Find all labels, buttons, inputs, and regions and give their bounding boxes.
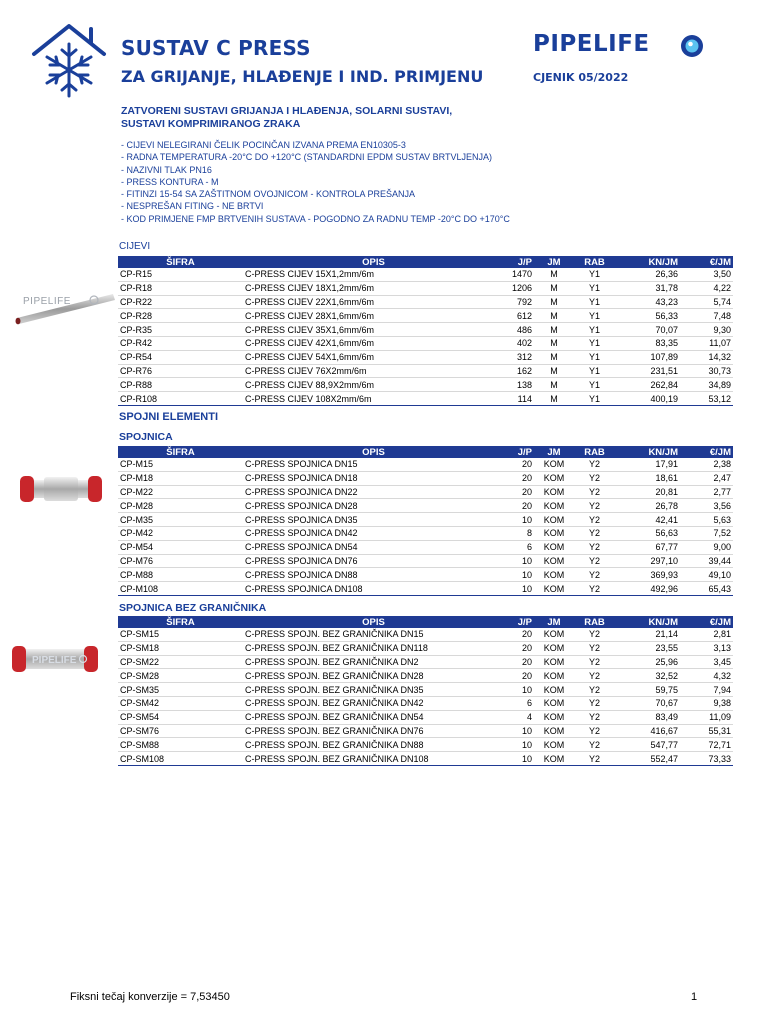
- section-heading-spojnica: SPOJNICA: [119, 431, 173, 443]
- column-header: RAB: [574, 256, 615, 268]
- column-header: KN/JM: [615, 446, 680, 458]
- page-number: 1: [691, 991, 698, 1003]
- discount-cell: Y2: [574, 669, 615, 683]
- heating-cooling-icon: [30, 20, 108, 100]
- discount-cell: Y2: [574, 554, 615, 568]
- discount-cell: Y1: [574, 364, 615, 378]
- table-row: [118, 336, 733, 350]
- description-cell: C-PRESS SPOJNICA DN35: [243, 513, 504, 527]
- table-row: [118, 268, 733, 281]
- discount-cell: Y1: [574, 295, 615, 309]
- discount-cell: Y2: [574, 738, 615, 752]
- coupling-brand-label: PIPELIFE: [32, 655, 77, 666]
- description-cell: C-PRESS SPOJN. BEZ GRANIČNIKA DN54: [243, 710, 504, 724]
- table-row: [118, 364, 733, 378]
- code-cell: CP-SM22: [118, 655, 243, 669]
- discount-cell: Y2: [574, 683, 615, 697]
- pack-qty-cell: 20: [504, 641, 534, 655]
- coupling-product-image: [18, 472, 104, 506]
- table-row: [118, 738, 733, 752]
- unit-cell: KOM: [534, 724, 574, 738]
- price-eur-cell: 11,07: [680, 336, 733, 350]
- feature-item: - KOD PRIMJENE FMP BRTVENIH SUSTAVA - POGODNO ZA RADNU TEMP -20°C DO +170°C: [121, 213, 510, 224]
- pack-qty-cell: 10: [504, 738, 534, 752]
- pipe-brand-label: PIPELIFE: [23, 296, 71, 307]
- table-header-row: [118, 446, 733, 458]
- column-header: €/JM: [680, 616, 733, 628]
- price-kn-cell: 21,14: [615, 628, 680, 641]
- discount-cell: Y2: [574, 499, 615, 513]
- price-list-date: CJENIK 05/2022: [533, 71, 629, 84]
- column-header: ŠIFRA: [118, 446, 243, 458]
- column-header: KN/JM: [615, 616, 680, 628]
- unit-cell: KOM: [534, 738, 574, 752]
- pack-qty-cell: 10: [504, 513, 534, 527]
- code-cell: CP-SM35: [118, 683, 243, 697]
- table-row: [118, 628, 733, 641]
- price-eur-cell: 73,33: [680, 752, 733, 766]
- code-cell: CP-M108: [118, 582, 243, 596]
- pack-qty-cell: 6: [504, 540, 534, 554]
- table-row: [118, 641, 733, 655]
- price-kn-cell: 262,84: [615, 378, 680, 392]
- pack-qty-cell: 20: [504, 485, 534, 499]
- unit-cell: KOM: [534, 540, 574, 554]
- intro-text: ZATVORENI SUSTAVI GRIJANJA I HLAĐENJA, SOLARNI SUSTAVI, SUSTAVI KOMPRIMIRANOG ZRAKA: [121, 105, 453, 130]
- code-cell: CP-SM42: [118, 696, 243, 710]
- description-cell: C-PRESS SPOJNICA DN108: [243, 582, 504, 596]
- description-cell: C-PRESS SPOJN. BEZ GRANIČNIKA DN76: [243, 724, 504, 738]
- code-cell: CP-M42: [118, 526, 243, 540]
- code-cell: CP-M15: [118, 458, 243, 471]
- section-heading-cijevi: CIJEVI: [119, 241, 151, 252]
- pack-qty-cell: 10: [504, 724, 534, 738]
- table-row: [118, 526, 733, 540]
- description-cell: C-PRESS SPOJNICA DN18: [243, 471, 504, 485]
- code-cell: CP-M28: [118, 499, 243, 513]
- price-eur-cell: 2,81: [680, 628, 733, 641]
- table-row: [118, 568, 733, 582]
- column-header: J/P: [504, 446, 534, 458]
- description-cell: C-PRESS SPOJNICA DN15: [243, 458, 504, 471]
- price-eur-cell: 3,50: [680, 268, 733, 281]
- price-kn-cell: 547,77: [615, 738, 680, 752]
- discount-cell: Y1: [574, 392, 615, 406]
- unit-cell: KOM: [534, 485, 574, 499]
- unit-cell: M: [534, 350, 574, 364]
- price-kn-cell: 59,75: [615, 683, 680, 697]
- table-row: [118, 350, 733, 364]
- price-eur-cell: 9,38: [680, 696, 733, 710]
- column-header: OPIS: [243, 256, 504, 268]
- description-cell: C-PRESS SPOJNICA DN76: [243, 554, 504, 568]
- unit-cell: KOM: [534, 628, 574, 641]
- unit-cell: KOM: [534, 641, 574, 655]
- unit-cell: KOM: [534, 582, 574, 596]
- unit-cell: M: [534, 323, 574, 337]
- price-eur-cell: 39,44: [680, 554, 733, 568]
- price-kn-cell: 67,77: [615, 540, 680, 554]
- description-cell: C-PRESS CIJEV 108X2mm/6m: [243, 392, 504, 406]
- pack-qty-cell: 114: [504, 392, 534, 406]
- column-header: €/JM: [680, 446, 733, 458]
- discount-cell: Y1: [574, 336, 615, 350]
- description-cell: C-PRESS SPOJN. BEZ GRANIČNIKA DN15: [243, 628, 504, 641]
- price-kn-cell: 83,35: [615, 336, 680, 350]
- price-eur-cell: 4,32: [680, 669, 733, 683]
- page-title: SUSTAV C PRESS: [121, 36, 311, 60]
- column-header: JM: [534, 616, 574, 628]
- unit-cell: KOM: [534, 568, 574, 582]
- couplings-no-stop-table: [118, 616, 733, 766]
- code-cell: CP-M22: [118, 485, 243, 499]
- table-row: [118, 485, 733, 499]
- discount-cell: Y2: [574, 641, 615, 655]
- price-kn-cell: 17,91: [615, 458, 680, 471]
- description-cell: C-PRESS CIJEV 15X1,2mm/6m: [243, 268, 504, 281]
- price-kn-cell: 369,93: [615, 568, 680, 582]
- code-cell: CP-R18: [118, 281, 243, 295]
- code-cell: CP-M18: [118, 471, 243, 485]
- pack-qty-cell: 20: [504, 628, 534, 641]
- price-eur-cell: 3,13: [680, 641, 733, 655]
- feature-item: - NESPREŠAN FITING - NE BRTVI: [121, 201, 264, 212]
- price-eur-cell: 53,12: [680, 392, 733, 406]
- pack-qty-cell: 162: [504, 364, 534, 378]
- price-kn-cell: 400,19: [615, 392, 680, 406]
- pack-qty-cell: 486: [504, 323, 534, 337]
- price-eur-cell: 3,45: [680, 655, 733, 669]
- column-header: JM: [534, 256, 574, 268]
- discount-cell: Y2: [574, 724, 615, 738]
- price-eur-cell: 2,38: [680, 458, 733, 471]
- discount-cell: Y1: [574, 350, 615, 364]
- brand-drop-icon: [680, 34, 704, 58]
- code-cell: CP-SM88: [118, 738, 243, 752]
- page-subtitle: ZA GRIJANJE, HLAĐENJE I IND. PRIMJENU: [121, 67, 484, 86]
- code-cell: CP-SM108: [118, 752, 243, 766]
- discount-cell: Y2: [574, 582, 615, 596]
- code-cell: CP-M76: [118, 554, 243, 568]
- discount-cell: Y2: [574, 752, 615, 766]
- pack-qty-cell: 10: [504, 683, 534, 697]
- code-cell: CP-M35: [118, 513, 243, 527]
- unit-cell: KOM: [534, 655, 574, 669]
- column-header: J/P: [504, 256, 534, 268]
- code-cell: CP-SM15: [118, 628, 243, 641]
- couplings-table: [118, 446, 733, 596]
- discount-cell: Y2: [574, 696, 615, 710]
- table-row: [118, 724, 733, 738]
- price-eur-cell: 7,48: [680, 309, 733, 323]
- price-eur-cell: 2,77: [680, 485, 733, 499]
- unit-cell: M: [534, 295, 574, 309]
- table-row: [118, 392, 733, 406]
- table-row: [118, 295, 733, 309]
- unit-cell: KOM: [534, 513, 574, 527]
- price-kn-cell: 42,41: [615, 513, 680, 527]
- unit-cell: KOM: [534, 696, 574, 710]
- description-cell: C-PRESS SPOJN. BEZ GRANIČNIKA DN88: [243, 738, 504, 752]
- pack-qty-cell: 1206: [504, 281, 534, 295]
- table-row: [118, 281, 733, 295]
- pack-qty-cell: 8: [504, 526, 534, 540]
- pack-qty-cell: 138: [504, 378, 534, 392]
- table-row: [118, 696, 733, 710]
- pack-qty-cell: 10: [504, 582, 534, 596]
- table-row: [118, 458, 733, 471]
- pack-qty-cell: 792: [504, 295, 534, 309]
- feature-item: - FITINZI 15-54 SA ZAŠTITNOM OVOJNICOM - KONTROLA PREŠANJA: [121, 189, 416, 200]
- discount-cell: Y2: [574, 513, 615, 527]
- table-row: [118, 683, 733, 697]
- table-row: [118, 554, 733, 568]
- price-kn-cell: 107,89: [615, 350, 680, 364]
- table-row: [118, 582, 733, 596]
- price-kn-cell: 43,23: [615, 295, 680, 309]
- unit-cell: M: [534, 281, 574, 295]
- column-header: OPIS: [243, 446, 504, 458]
- code-cell: CP-R42: [118, 336, 243, 350]
- price-eur-cell: 4,22: [680, 281, 733, 295]
- unit-cell: KOM: [534, 458, 574, 471]
- unit-cell: M: [534, 392, 574, 406]
- code-cell: CP-R88: [118, 378, 243, 392]
- unit-cell: M: [534, 309, 574, 323]
- unit-cell: M: [534, 378, 574, 392]
- description-cell: C-PRESS SPOJN. BEZ GRANIČNIKA DN28: [243, 669, 504, 683]
- feature-list: [121, 139, 510, 225]
- column-header: ŠIFRA: [118, 256, 243, 268]
- table-row: [118, 323, 733, 337]
- column-header: JM: [534, 446, 574, 458]
- code-cell: CP-R54: [118, 350, 243, 364]
- pipes-table: [118, 256, 733, 406]
- description-cell: C-PRESS CIJEV 88,9X2mm/6m: [243, 378, 504, 392]
- price-kn-cell: 31,78: [615, 281, 680, 295]
- unit-cell: M: [534, 336, 574, 350]
- pack-qty-cell: 10: [504, 752, 534, 766]
- price-kn-cell: 26,36: [615, 268, 680, 281]
- table-row: [118, 471, 733, 485]
- unit-cell: KOM: [534, 526, 574, 540]
- discount-cell: Y1: [574, 281, 615, 295]
- price-eur-cell: 9,00: [680, 540, 733, 554]
- brand-logo: PIPELIFE: [533, 31, 650, 57]
- column-header: KN/JM: [615, 256, 680, 268]
- code-cell: CP-SM76: [118, 724, 243, 738]
- description-cell: C-PRESS CIJEV 76X2mm/6m: [243, 364, 504, 378]
- unit-cell: M: [534, 364, 574, 378]
- price-kn-cell: 297,10: [615, 554, 680, 568]
- table-row: [118, 752, 733, 766]
- discount-cell: Y2: [574, 540, 615, 554]
- price-kn-cell: 20,81: [615, 485, 680, 499]
- feature-item: - NAZIVNI TLAK PN16: [121, 164, 212, 175]
- price-kn-cell: 552,47: [615, 752, 680, 766]
- price-kn-cell: 492,96: [615, 582, 680, 596]
- table-row: [118, 309, 733, 323]
- unit-cell: KOM: [534, 499, 574, 513]
- description-cell: C-PRESS SPOJN. BEZ GRANIČNIKA DN118: [243, 641, 504, 655]
- table-row: [118, 655, 733, 669]
- price-eur-cell: 14,32: [680, 350, 733, 364]
- table-row: [118, 710, 733, 724]
- price-eur-cell: 11,09: [680, 710, 733, 724]
- column-header: RAB: [574, 446, 615, 458]
- pack-qty-cell: 10: [504, 554, 534, 568]
- feature-item: - CIJEVI NELEGIRANI ČELIK POCINČAN IZVANA PREMA EN10305-3: [121, 140, 406, 150]
- unit-cell: KOM: [534, 752, 574, 766]
- code-cell: CP-R15: [118, 268, 243, 281]
- unit-cell: KOM: [534, 669, 574, 683]
- code-cell: CP-R76: [118, 364, 243, 378]
- price-kn-cell: 83,49: [615, 710, 680, 724]
- price-kn-cell: 26,78: [615, 499, 680, 513]
- description-cell: C-PRESS CIJEV 28X1,6mm/6m: [243, 309, 504, 323]
- description-cell: C-PRESS SPOJN. BEZ GRANIČNIKA DN108: [243, 752, 504, 766]
- discount-cell: Y2: [574, 526, 615, 540]
- exchange-rate-note: Fiksni tečaj konverzije = 7,53450: [70, 991, 230, 1003]
- price-eur-cell: 9,30: [680, 323, 733, 337]
- description-cell: C-PRESS SPOJNICA DN88: [243, 568, 504, 582]
- price-kn-cell: 70,07: [615, 323, 680, 337]
- code-cell: CP-R22: [118, 295, 243, 309]
- code-cell: CP-SM18: [118, 641, 243, 655]
- column-header: J/P: [504, 616, 534, 628]
- price-eur-cell: 7,52: [680, 526, 733, 540]
- price-eur-cell: 5,63: [680, 513, 733, 527]
- table-row: [118, 378, 733, 392]
- description-cell: C-PRESS CIJEV 22X1,6mm/6m: [243, 295, 504, 309]
- column-header: €/JM: [680, 256, 733, 268]
- pack-qty-cell: 4: [504, 710, 534, 724]
- pack-qty-cell: 10: [504, 568, 534, 582]
- price-eur-cell: 55,31: [680, 724, 733, 738]
- table-header-row: [118, 256, 733, 268]
- price-eur-cell: 3,56: [680, 499, 733, 513]
- table-row: [118, 499, 733, 513]
- code-cell: CP-M88: [118, 568, 243, 582]
- table-row: [118, 540, 733, 554]
- price-eur-cell: 72,71: [680, 738, 733, 752]
- column-header: ŠIFRA: [118, 616, 243, 628]
- price-eur-cell: 2,47: [680, 471, 733, 485]
- table-row: [118, 669, 733, 683]
- pack-qty-cell: 20: [504, 471, 534, 485]
- code-cell: CP-R35: [118, 323, 243, 337]
- pack-qty-cell: 612: [504, 309, 534, 323]
- unit-cell: KOM: [534, 471, 574, 485]
- discount-cell: Y2: [574, 710, 615, 724]
- unit-cell: KOM: [534, 554, 574, 568]
- pack-qty-cell: 20: [504, 669, 534, 683]
- pipe-product-image: [15, 286, 115, 328]
- discount-cell: Y2: [574, 485, 615, 499]
- column-header: OPIS: [243, 616, 504, 628]
- code-cell: CP-SM28: [118, 669, 243, 683]
- code-cell: CP-SM54: [118, 710, 243, 724]
- discount-cell: Y2: [574, 655, 615, 669]
- pack-qty-cell: 6: [504, 696, 534, 710]
- price-eur-cell: 5,74: [680, 295, 733, 309]
- discount-cell: Y2: [574, 458, 615, 471]
- price-eur-cell: 65,43: [680, 582, 733, 596]
- price-kn-cell: 56,63: [615, 526, 680, 540]
- pack-qty-cell: 1470: [504, 268, 534, 281]
- description-cell: C-PRESS SPOJNICA DN42: [243, 526, 504, 540]
- description-cell: C-PRESS CIJEV 18X1,2mm/6m: [243, 281, 504, 295]
- price-kn-cell: 23,55: [615, 641, 680, 655]
- pack-qty-cell: 20: [504, 655, 534, 669]
- description-cell: C-PRESS CIJEV 54X1,6mm/6m: [243, 350, 504, 364]
- price-eur-cell: 49,10: [680, 568, 733, 582]
- discount-cell: Y1: [574, 378, 615, 392]
- discount-cell: Y1: [574, 323, 615, 337]
- description-cell: C-PRESS SPOJN. BEZ GRANIČNIKA DN35: [243, 683, 504, 697]
- code-cell: CP-R28: [118, 309, 243, 323]
- section-heading-bez-granicnika: SPOJNICA BEZ GRANIČNIKA: [119, 602, 267, 614]
- code-cell: CP-M54: [118, 540, 243, 554]
- price-kn-cell: 25,96: [615, 655, 680, 669]
- column-header: RAB: [574, 616, 615, 628]
- unit-cell: KOM: [534, 683, 574, 697]
- discount-cell: Y1: [574, 268, 615, 281]
- discount-cell: Y2: [574, 628, 615, 641]
- section-heading-spojni: SPOJNI ELEMENTI: [119, 411, 219, 423]
- price-eur-cell: 7,94: [680, 683, 733, 697]
- price-eur-cell: 34,89: [680, 378, 733, 392]
- price-eur-cell: 30,73: [680, 364, 733, 378]
- table-header-row: [118, 616, 733, 628]
- description-cell: C-PRESS CIJEV 42X1,6mm/6m: [243, 336, 504, 350]
- price-kn-cell: 56,33: [615, 309, 680, 323]
- discount-cell: Y1: [574, 309, 615, 323]
- description-cell: C-PRESS SPOJN. BEZ GRANIČNIKA DN2: [243, 655, 504, 669]
- table-row: [118, 513, 733, 527]
- description-cell: C-PRESS SPOJNICA DN28: [243, 499, 504, 513]
- discount-cell: Y2: [574, 568, 615, 582]
- feature-item: - PRESS KONTURA - M: [121, 176, 219, 187]
- description-cell: C-PRESS CIJEV 35X1,6mm/6m: [243, 323, 504, 337]
- unit-cell: M: [534, 268, 574, 281]
- description-cell: C-PRESS SPOJNICA DN54: [243, 540, 504, 554]
- price-kn-cell: 70,67: [615, 696, 680, 710]
- discount-cell: Y2: [574, 471, 615, 485]
- price-kn-cell: 18,61: [615, 471, 680, 485]
- pack-qty-cell: 20: [504, 458, 534, 471]
- description-cell: C-PRESS SPOJN. BEZ GRANIČNIKA DN42: [243, 696, 504, 710]
- coupling-no-stop-product-image: [10, 642, 100, 676]
- unit-cell: KOM: [534, 710, 574, 724]
- pack-qty-cell: 402: [504, 336, 534, 350]
- price-kn-cell: 231,51: [615, 364, 680, 378]
- code-cell: CP-R108: [118, 392, 243, 406]
- price-kn-cell: 32,52: [615, 669, 680, 683]
- description-cell: C-PRESS SPOJNICA DN22: [243, 485, 504, 499]
- feature-item: - RADNA TEMPERATURA -20°C DO +120°C (STANDARDNI EPDM SUSTAV BRTVLJENJA): [121, 152, 493, 163]
- pack-qty-cell: 312: [504, 350, 534, 364]
- price-kn-cell: 416,67: [615, 724, 680, 738]
- pack-qty-cell: 20: [504, 499, 534, 513]
